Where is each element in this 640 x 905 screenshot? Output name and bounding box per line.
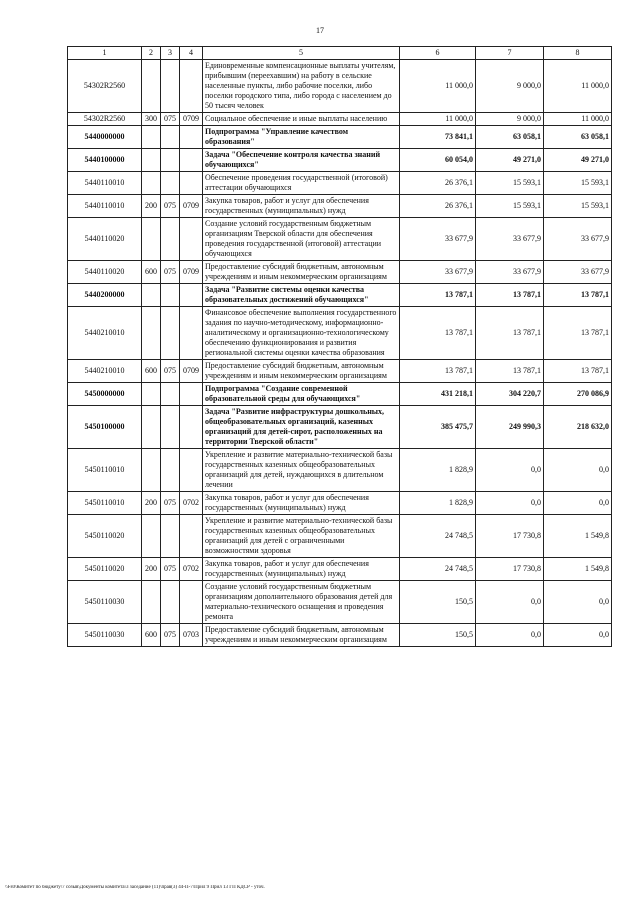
item-name-cell: Финансовое обеспечение выполнения государственного задания по научно-методическому, информационно-аналитическому и организационно-технологическому обеспечению функционирования и развития региональной системы оценки качества образования xyxy=(203,307,400,360)
amount-year-2-cell: 13 787,1 xyxy=(476,284,544,307)
amount-year-1-cell: 13 787,1 xyxy=(400,360,476,383)
item-name-cell: Закупка товаров, работ и услуг для обеспечения государственных (муниципальных) нужд xyxy=(203,558,400,581)
table-row xyxy=(68,307,612,360)
amount-year-1-cell: 150,5 xyxy=(400,581,476,624)
table-row xyxy=(68,624,612,647)
program-code-cell: 5450110010 xyxy=(68,449,142,492)
department-code-cell xyxy=(161,284,180,307)
program-code-cell: 54302R2560 xyxy=(68,60,142,113)
table-row xyxy=(68,515,612,558)
amount-year-2-cell: 17 730,8 xyxy=(476,558,544,581)
item-name-cell: Создание условий государственным бюджетным организациям Тверской области для обеспечения проведения государственной (итоговой) аттестации обучающихся xyxy=(203,218,400,261)
table-row xyxy=(68,60,612,113)
amount-year-3-cell: 0,0 xyxy=(544,624,612,647)
amount-year-3-cell: 270 086,9 xyxy=(544,383,612,406)
expense-type-cell xyxy=(142,172,161,195)
expense-type-cell xyxy=(142,383,161,406)
department-code-cell: 075 xyxy=(161,261,180,284)
amount-year-2-cell: 249 990,3 xyxy=(476,406,544,449)
program-code-cell: 5440200000 xyxy=(68,284,142,307)
amount-year-3-cell: 15 593,1 xyxy=(544,172,612,195)
section-code-cell xyxy=(180,515,203,558)
section-code-cell xyxy=(180,218,203,261)
column-number-3: 3 xyxy=(161,47,180,60)
program-code-cell: 5450110020 xyxy=(68,515,142,558)
table-row xyxy=(68,113,612,126)
section-code-cell xyxy=(180,126,203,149)
section-code-cell xyxy=(180,284,203,307)
budget-table-body xyxy=(68,47,612,647)
section-code-cell xyxy=(180,307,203,360)
column-number-4: 4 xyxy=(180,47,203,60)
expense-type-cell xyxy=(142,307,161,360)
department-code-cell xyxy=(161,172,180,195)
item-name-cell: Укрепление и развитие материально-технической базы государственных казенных общеобразовательных организаций для детей с ограниченными возможностями здоровья xyxy=(203,515,400,558)
expense-type-cell xyxy=(142,60,161,113)
department-code-cell xyxy=(161,383,180,406)
section-code-cell xyxy=(180,383,203,406)
program-code-cell: 5440210010 xyxy=(68,307,142,360)
amount-year-3-cell: 13 787,1 xyxy=(544,307,612,360)
expense-type-cell xyxy=(142,284,161,307)
column-number-5: 5 xyxy=(203,47,400,60)
amount-year-2-cell: 49 271,0 xyxy=(476,149,544,172)
table-row xyxy=(68,284,612,307)
program-code-cell: 5450110020 xyxy=(68,558,142,581)
expense-type-cell xyxy=(142,449,161,492)
amount-year-3-cell: 1 549,8 xyxy=(544,558,612,581)
table-row xyxy=(68,449,612,492)
expense-type-cell: 600 xyxy=(142,624,161,647)
amount-year-2-cell: 63 058,1 xyxy=(476,126,544,149)
table-row xyxy=(68,360,612,383)
amount-year-2-cell: 33 677,9 xyxy=(476,218,544,261)
expense-type-cell xyxy=(142,581,161,624)
table-row xyxy=(68,492,612,515)
amount-year-2-cell: 15 593,1 xyxy=(476,172,544,195)
amount-year-1-cell: 24 748,5 xyxy=(400,515,476,558)
amount-year-2-cell: 15 593,1 xyxy=(476,195,544,218)
amount-year-3-cell: 0,0 xyxy=(544,492,612,515)
program-code-cell: 5440110020 xyxy=(68,218,142,261)
column-number-row xyxy=(68,47,612,60)
amount-year-3-cell: 218 632,0 xyxy=(544,406,612,449)
item-name-cell: Задача "Развитие системы оценки качества образовательных достижений обучающихся" xyxy=(203,284,400,307)
item-name-cell: Закупка товаров, работ и услуг для обеспечения государственных (муниципальных) нужд xyxy=(203,492,400,515)
amount-year-1-cell: 73 841,1 xyxy=(400,126,476,149)
table-row xyxy=(68,261,612,284)
item-name-cell: Укрепление и развитие материально-технической базы государственных казенных общеобразовательных организаций для детей, нуждающихся в длительном лечении xyxy=(203,449,400,492)
amount-year-2-cell: 13 787,1 xyxy=(476,360,544,383)
amount-year-1-cell: 26 376,1 xyxy=(400,172,476,195)
table-row xyxy=(68,581,612,624)
program-code-cell: 5440100000 xyxy=(68,149,142,172)
amount-year-2-cell: 9 000,0 xyxy=(476,60,544,113)
amount-year-2-cell: 13 787,1 xyxy=(476,307,544,360)
item-name-cell: Задача "Развитие инфраструктуры дошкольных, общеобразовательных организаций, казенных организаций для детей-сирот, расположенных на территории Тверской области" xyxy=(203,406,400,449)
amount-year-1-cell: 150,5 xyxy=(400,624,476,647)
file-path-footer: \\Fs0\Комитет по бюджету\7 созыв\Документы комитета\3 заседание (11)\прав(3) 44-П-7\Прил 9 Прил 13 ГП КДСР - уточ. xyxy=(5,885,265,890)
item-name-cell: Предоставление субсидий бюджетным, автономным учреждениям и иным некоммерческим организациям xyxy=(203,624,400,647)
amount-year-1-cell: 13 787,1 xyxy=(400,307,476,360)
department-code-cell: 075 xyxy=(161,113,180,126)
program-code-cell: 5440110010 xyxy=(68,172,142,195)
amount-year-1-cell: 24 748,5 xyxy=(400,558,476,581)
item-name-cell: Закупка товаров, работ и услуг для обеспечения государственных (муниципальных) нужд xyxy=(203,195,400,218)
amount-year-1-cell: 431 218,1 xyxy=(400,383,476,406)
page-number: 17 xyxy=(316,26,324,35)
item-name-cell: Социальное обеспечение и иные выплаты населению xyxy=(203,113,400,126)
amount-year-3-cell: 15 593,1 xyxy=(544,195,612,218)
program-code-cell: 5450000000 xyxy=(68,383,142,406)
budget-table xyxy=(67,46,612,647)
program-code-cell: 54302R2560 xyxy=(68,113,142,126)
amount-year-1-cell: 11 000,0 xyxy=(400,113,476,126)
amount-year-1-cell: 13 787,1 xyxy=(400,284,476,307)
amount-year-1-cell: 33 677,9 xyxy=(400,218,476,261)
expense-type-cell: 300 xyxy=(142,113,161,126)
section-code-cell xyxy=(180,449,203,492)
amount-year-1-cell: 1 828,9 xyxy=(400,449,476,492)
section-code-cell xyxy=(180,172,203,195)
amount-year-2-cell: 304 220,7 xyxy=(476,383,544,406)
program-code-cell: 5450110030 xyxy=(68,581,142,624)
expense-type-cell: 200 xyxy=(142,195,161,218)
amount-year-2-cell: 0,0 xyxy=(476,492,544,515)
expense-type-cell: 200 xyxy=(142,558,161,581)
expense-type-cell xyxy=(142,406,161,449)
department-code-cell xyxy=(161,515,180,558)
table-row xyxy=(68,218,612,261)
item-name-cell: Подпрограмма "Управление качеством образования" xyxy=(203,126,400,149)
column-number-2: 2 xyxy=(142,47,161,60)
amount-year-3-cell: 13 787,1 xyxy=(544,284,612,307)
expense-type-cell xyxy=(142,515,161,558)
column-number-7: 7 xyxy=(476,47,544,60)
department-code-cell: 075 xyxy=(161,492,180,515)
department-code-cell: 075 xyxy=(161,624,180,647)
item-name-cell: Создание условий государственным бюджетным организациям дополнительного образования детей для материально-технического оснащения и проведения ремонта xyxy=(203,581,400,624)
amount-year-2-cell: 9 000,0 xyxy=(476,113,544,126)
amount-year-3-cell: 13 787,1 xyxy=(544,360,612,383)
table-row xyxy=(68,406,612,449)
amount-year-1-cell: 26 376,1 xyxy=(400,195,476,218)
section-code-cell xyxy=(180,60,203,113)
item-name-cell: Предоставление субсидий бюджетным, автономным учреждениям и иным некоммерческим организациям xyxy=(203,360,400,383)
amount-year-2-cell: 0,0 xyxy=(476,449,544,492)
amount-year-2-cell: 0,0 xyxy=(476,581,544,624)
program-code-cell: 5450110010 xyxy=(68,492,142,515)
amount-year-1-cell: 33 677,9 xyxy=(400,261,476,284)
column-number-1: 1 xyxy=(68,47,142,60)
section-code-cell: 0709 xyxy=(180,113,203,126)
program-code-cell: 5450100000 xyxy=(68,406,142,449)
department-code-cell xyxy=(161,449,180,492)
program-code-cell: 5440110010 xyxy=(68,195,142,218)
amount-year-1-cell: 385 475,7 xyxy=(400,406,476,449)
amount-year-2-cell: 0,0 xyxy=(476,624,544,647)
section-code-cell xyxy=(180,149,203,172)
expense-type-cell: 600 xyxy=(142,261,161,284)
department-code-cell xyxy=(161,307,180,360)
expense-type-cell: 600 xyxy=(142,360,161,383)
expense-type-cell xyxy=(142,126,161,149)
table-row xyxy=(68,558,612,581)
section-code-cell: 0709 xyxy=(180,195,203,218)
department-code-cell: 075 xyxy=(161,558,180,581)
department-code-cell xyxy=(161,581,180,624)
department-code-cell xyxy=(161,406,180,449)
amount-year-3-cell: 63 058,1 xyxy=(544,126,612,149)
section-code-cell: 0702 xyxy=(180,492,203,515)
expense-type-cell: 200 xyxy=(142,492,161,515)
amount-year-3-cell: 1 549,8 xyxy=(544,515,612,558)
department-code-cell xyxy=(161,149,180,172)
amount-year-3-cell: 0,0 xyxy=(544,581,612,624)
expense-type-cell xyxy=(142,218,161,261)
item-name-cell: Подпрограмма "Создание современной образовательной среды для обучающихся" xyxy=(203,383,400,406)
column-number-6: 6 xyxy=(400,47,476,60)
table-row xyxy=(68,172,612,195)
section-code-cell: 0709 xyxy=(180,261,203,284)
amount-year-1-cell: 1 828,9 xyxy=(400,492,476,515)
amount-year-3-cell: 11 000,0 xyxy=(544,60,612,113)
amount-year-3-cell: 33 677,9 xyxy=(544,261,612,284)
amount-year-3-cell: 49 271,0 xyxy=(544,149,612,172)
program-code-cell: 5440110020 xyxy=(68,261,142,284)
amount-year-3-cell: 0,0 xyxy=(544,449,612,492)
program-code-cell: 5450110030 xyxy=(68,624,142,647)
amount-year-1-cell: 11 000,0 xyxy=(400,60,476,113)
department-code-cell xyxy=(161,126,180,149)
table-row xyxy=(68,383,612,406)
item-name-cell: Обеспечение проведения государственной (итоговой) аттестации обучающихся xyxy=(203,172,400,195)
department-code-cell: 075 xyxy=(161,360,180,383)
section-code-cell xyxy=(180,581,203,624)
expense-type-cell xyxy=(142,149,161,172)
item-name-cell: Предоставление субсидий бюджетным, автономным учреждениям и иным некоммерческим организациям xyxy=(203,261,400,284)
item-name-cell: Задача "Обеспечение контроля качества знаний обучающихся" xyxy=(203,149,400,172)
section-code-cell: 0702 xyxy=(180,558,203,581)
section-code-cell: 0703 xyxy=(180,624,203,647)
column-number-8: 8 xyxy=(544,47,612,60)
table-row xyxy=(68,149,612,172)
amount-year-2-cell: 33 677,9 xyxy=(476,261,544,284)
item-name-cell: Единовременные компенсационные выплаты учителям, прибывшим (переехавшим) на работу в сельские населенные пункты, либо рабочие поселки, либо поселки городского типа, либо города с населением до 50 тысяч человек xyxy=(203,60,400,113)
table-row xyxy=(68,195,612,218)
amount-year-1-cell: 60 054,0 xyxy=(400,149,476,172)
program-code-cell: 5440000000 xyxy=(68,126,142,149)
section-code-cell: 0709 xyxy=(180,360,203,383)
department-code-cell xyxy=(161,60,180,113)
table-row xyxy=(68,126,612,149)
amount-year-3-cell: 33 677,9 xyxy=(544,218,612,261)
department-code-cell xyxy=(161,218,180,261)
amount-year-2-cell: 17 730,8 xyxy=(476,515,544,558)
amount-year-3-cell: 11 000,0 xyxy=(544,113,612,126)
section-code-cell xyxy=(180,406,203,449)
department-code-cell: 075 xyxy=(161,195,180,218)
program-code-cell: 5440210010 xyxy=(68,360,142,383)
